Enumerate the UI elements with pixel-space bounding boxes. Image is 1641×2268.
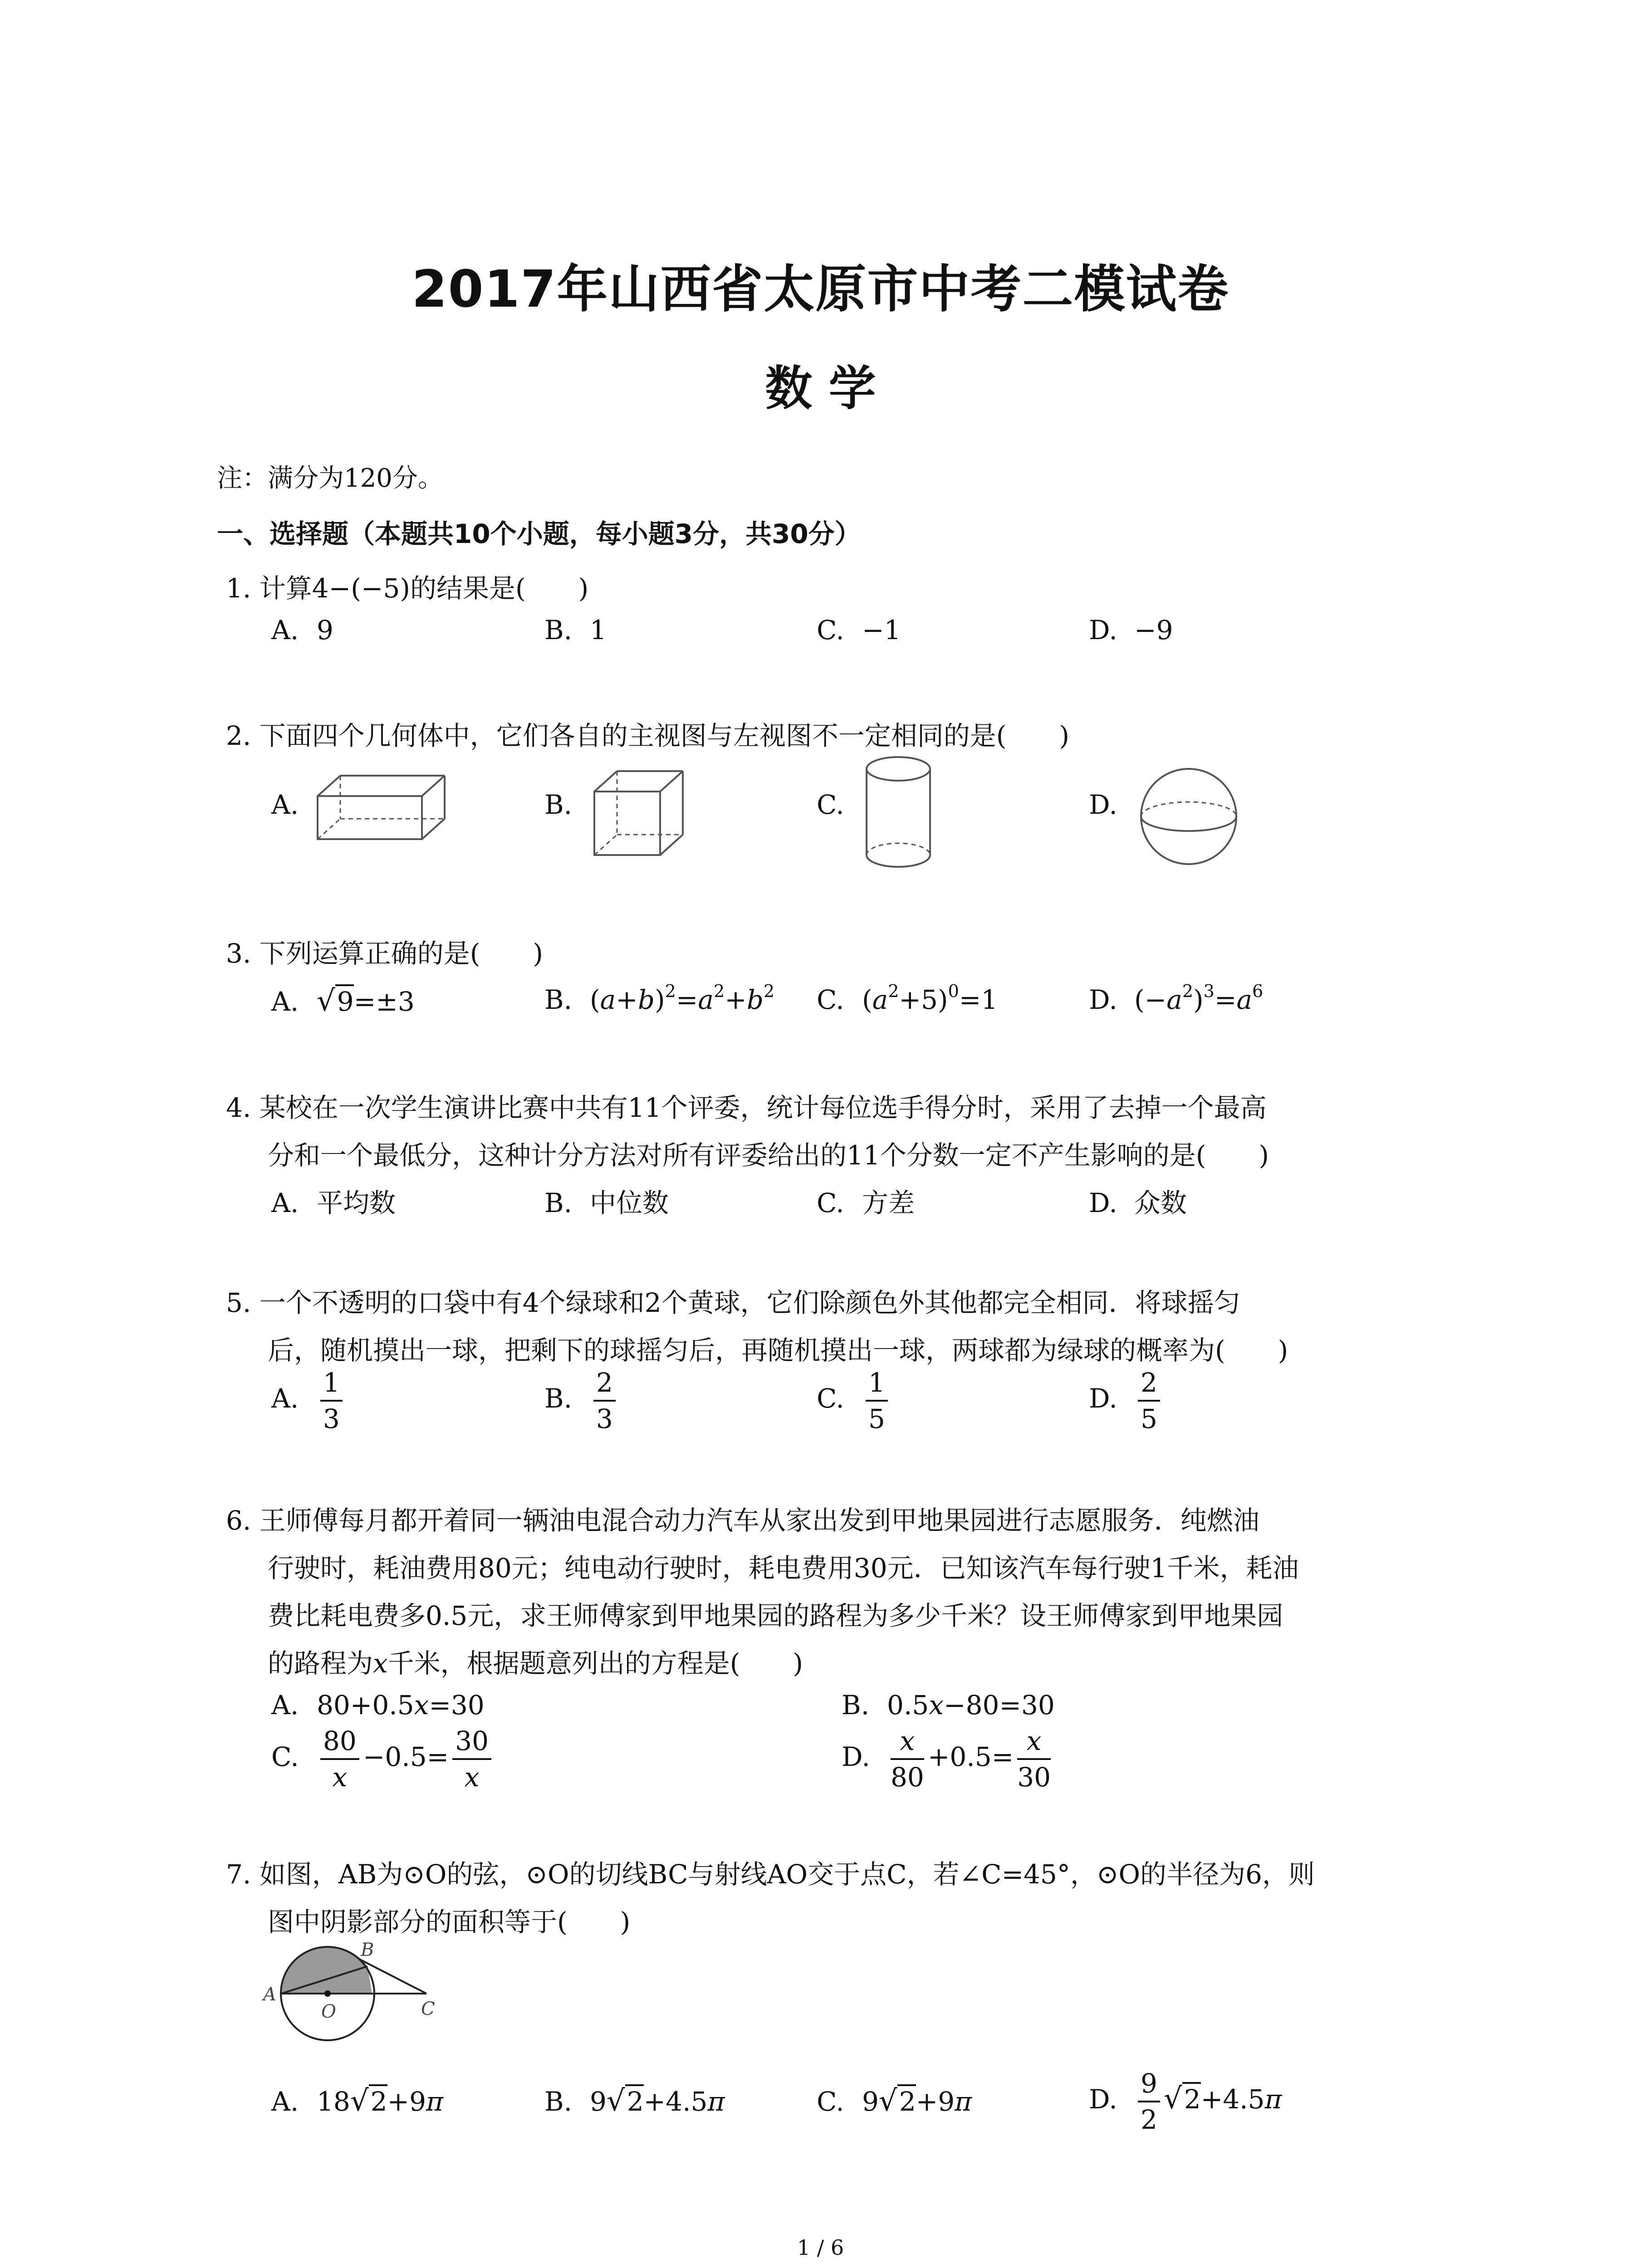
q1-option-c[interactable]: C. −1 bbox=[817, 615, 901, 645]
q7-option-a[interactable]: A. 18√2+9π bbox=[271, 2084, 444, 2118]
q6-stem-line3: 费比耗电费多0.5元，求王师傅家到甲地果园的路程为多少千米？设王师傅家到甲地果园 bbox=[268, 1600, 1283, 1631]
q7-stem: 7. 如图，AB为⊙O的弦，⊙O的切线BC与射线AO交于点C，若∠C=45°，⊙O的半径为6，则 bbox=[226, 1859, 1315, 1890]
fig7-label-a: A bbox=[263, 1984, 276, 2005]
q7-option-b[interactable]: B. 9√2+4.5π bbox=[544, 2084, 725, 2118]
cube-figure bbox=[590, 767, 690, 857]
fig7-label-b: B bbox=[361, 1940, 374, 1960]
q5-option-a[interactable]: A. $\frac{1}{3}$ bbox=[271, 1365, 346, 1436]
q2-stem: 2. 下面四个几何体中，它们各自的主视图与左视图不一定相同的是( ) bbox=[226, 720, 1070, 751]
q6-stem-line4: 的路程为x千米，根据题意列出的方程是( ) bbox=[268, 1648, 803, 1679]
page-number: 1 / 6 bbox=[797, 2235, 844, 2260]
fig7-label-c: C bbox=[421, 1999, 435, 2019]
q4-stem: 4. 某校在一次学生演讲比赛中共有11个评委，统计每位选手得分时，采用了去掉一个最高 bbox=[226, 1092, 1267, 1123]
cuboid-figure bbox=[313, 771, 449, 844]
q6-option-b[interactable]: B. 0.5x−80=30 bbox=[842, 1690, 1055, 1721]
q2-option-c[interactable]: C. bbox=[817, 789, 844, 820]
q7-stem-line2: 图中阴影部分的面积等于( ) bbox=[268, 1906, 631, 1937]
q3-option-b[interactable]: B. $(a+b)^2=a^2+b^2$ bbox=[544, 981, 775, 1015]
q1-option-b[interactable]: B. 1 bbox=[544, 615, 607, 645]
q3-option-d[interactable]: D. $(-a^2)^3=a^6$ bbox=[1089, 981, 1264, 1015]
sphere-figure bbox=[1134, 762, 1243, 871]
q5-option-d[interactable]: D. $\frac{2}{5}$ bbox=[1089, 1365, 1164, 1436]
q5-option-c[interactable]: C. $\frac{1}{5}$ bbox=[817, 1365, 892, 1436]
fig7-label-o: O bbox=[321, 2001, 336, 2022]
q7-option-d[interactable]: D. $\frac{9}{2}$ √2+4.5π bbox=[1089, 2066, 1282, 2137]
q2-option-d[interactable]: D. bbox=[1089, 789, 1117, 820]
q2-option-b[interactable]: B. bbox=[544, 789, 573, 820]
q6-option-c[interactable]: C. $\frac{80}{x}$ −0.5= $\frac{30}{x}$ bbox=[271, 1724, 495, 1794]
q2-option-a[interactable]: A. bbox=[271, 789, 299, 820]
q4-stem-line2: 分和一个最低分，这种计分方法对所有评委给出的11个分数一定不产生影响的是( ) bbox=[268, 1140, 1269, 1171]
q5-option-b[interactable]: B. $\frac{2}{3}$ bbox=[544, 1365, 619, 1436]
q5-stem: 5. 一个不透明的口袋中有4个绿球和2个黄球，它们除颜色外其他都完全相同．将球摇匀 bbox=[226, 1287, 1240, 1318]
exam-subject: 数 学 bbox=[765, 361, 876, 416]
q1-option-d[interactable]: D. −9 bbox=[1089, 615, 1173, 645]
q4-option-b[interactable]: B. 中位数 bbox=[544, 1188, 669, 1218]
section-heading: 一、选择题（本题共10个小题，每小题3分，共30分） bbox=[217, 518, 861, 549]
q6-option-a[interactable]: A. 80+0.5x=30 bbox=[271, 1690, 485, 1721]
q3-option-a[interactable]: A. √9=±3 bbox=[271, 984, 415, 1018]
q5-stem-line2: 后，随机摸出一球，把剩下的球摇匀后，再随机摸出一球，两球都为绿球的概率为( ) bbox=[268, 1335, 1288, 1366]
q3-option-c[interactable]: C. $(a^2+5)^0=1$ bbox=[817, 981, 998, 1015]
q6-stem-line2: 行驶时，耗油费用80元；纯电动行驶时，耗电费用30元．已知该汽车每行驶1千米，耗油 bbox=[268, 1553, 1299, 1584]
q3-stem: 3. 下列运算正确的是( ) bbox=[226, 938, 544, 969]
q4-option-a[interactable]: A. 平均数 bbox=[271, 1188, 396, 1218]
q1-stem: 1. 计算4−(−5)的结果是( ) bbox=[226, 573, 589, 604]
q1-option-a[interactable]: A. 9 bbox=[271, 615, 333, 645]
q6-option-d[interactable]: D. $\frac{x}{80}$ +0.5= $\frac{x}{30}$ bbox=[842, 1724, 1054, 1794]
q7-option-c[interactable]: C. 9√2+9π bbox=[817, 2084, 972, 2118]
cylinder-figure bbox=[860, 753, 937, 871]
exam-title: 2017年山西省太原市中考二模试卷 bbox=[411, 260, 1230, 319]
q4-option-d[interactable]: D. 众数 bbox=[1089, 1188, 1187, 1218]
q4-option-c[interactable]: C. 方差 bbox=[817, 1188, 915, 1218]
circle-tangent-figure bbox=[259, 1937, 449, 2041]
q6-stem: 6. 王师傅每月都开着同一辆油电混合动力汽车从家出发到甲地果园进行志愿服务．纯燃油 bbox=[226, 1505, 1259, 1536]
score-note: 注：满分为120分。 bbox=[217, 464, 443, 493]
